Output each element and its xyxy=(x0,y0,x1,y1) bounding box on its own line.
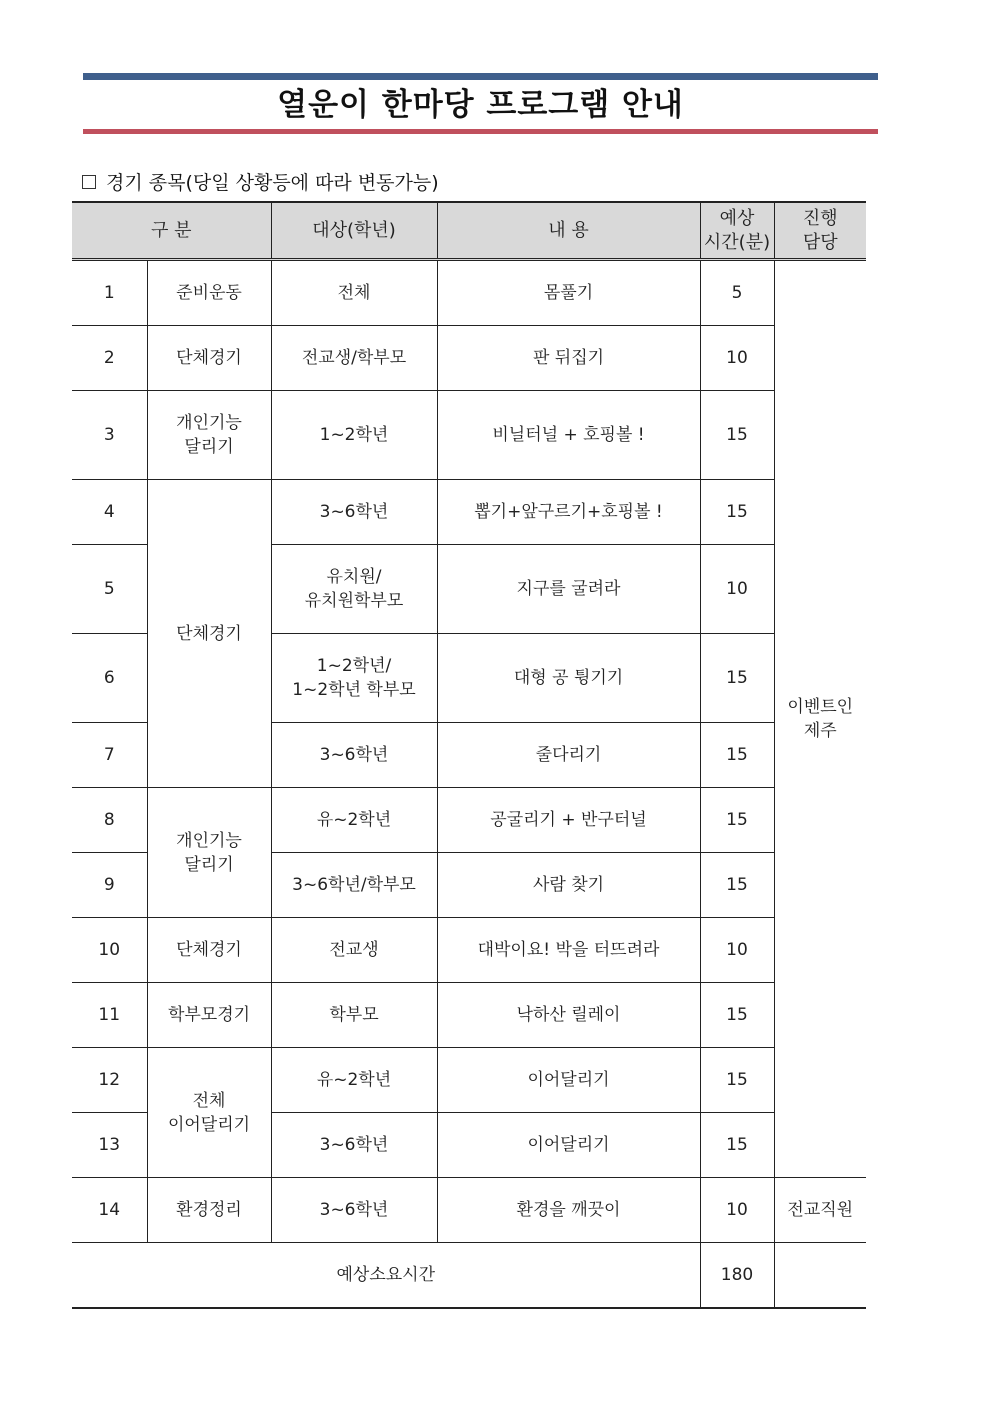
table-row xyxy=(72,918,866,983)
row-target: 3~6학년 xyxy=(271,723,437,788)
row-time: 15 xyxy=(700,723,774,788)
row-content: 줄다리기 xyxy=(437,723,700,788)
row-time: 15 xyxy=(700,1113,774,1178)
row-target: 3~6학년 xyxy=(271,1113,437,1178)
title-bottom-bar xyxy=(83,129,878,134)
row-time: 15 xyxy=(700,788,774,853)
row-time: 10 xyxy=(700,545,774,634)
total-row xyxy=(72,1243,866,1309)
row-time: 15 xyxy=(700,391,774,480)
title-top-bar xyxy=(83,73,878,80)
row-number: 7 xyxy=(72,723,147,788)
table-row xyxy=(72,788,866,853)
table-row xyxy=(72,391,866,480)
row-content: 공굴리기 + 반구터널 xyxy=(437,788,700,853)
row-category: 전체 이어달리기 xyxy=(147,1048,271,1178)
program-table xyxy=(72,201,866,1309)
row-category: 단체경기 xyxy=(147,918,271,983)
row-category: 학부모경기 xyxy=(147,983,271,1048)
row-target: 3~6학년/학부모 xyxy=(271,853,437,918)
total-value: 180 xyxy=(700,1243,774,1309)
row-category: 단체경기 xyxy=(147,326,271,391)
table-row xyxy=(72,260,866,326)
row-number: 8 xyxy=(72,788,147,853)
row-content: 이어달리기 xyxy=(437,1048,700,1113)
section-label: 경기 종목(당일 상황등에 따라 변동가능) xyxy=(106,172,439,194)
row-number: 4 xyxy=(72,480,147,545)
row-target: 전교생 xyxy=(271,918,437,983)
row-target: 학부모 xyxy=(271,983,437,1048)
row-content: 이어달리기 xyxy=(437,1113,700,1178)
row-number: 13 xyxy=(72,1113,147,1178)
row-time: 10 xyxy=(700,326,774,391)
row-content: 비닐터널 + 호핑볼 ! xyxy=(437,391,700,480)
row-time: 10 xyxy=(700,1178,774,1243)
row-target: 유치원/ 유치원학부모 xyxy=(271,545,437,634)
row-target: 유~2학년 xyxy=(271,788,437,853)
row-category: 단체경기 xyxy=(147,480,271,788)
row-target: 전교생/학부모 xyxy=(271,326,437,391)
header-content: 내 용 xyxy=(437,202,700,260)
row-target: 유~2학년 xyxy=(271,1048,437,1113)
header-category: 구 분 xyxy=(72,202,271,260)
row-number: 11 xyxy=(72,983,147,1048)
checkbox-square-icon xyxy=(82,175,96,189)
row-number: 5 xyxy=(72,545,147,634)
page-title: 열운이 한마당 프로그램 안내 xyxy=(277,87,684,123)
row-content: 지구를 굴려라 xyxy=(437,545,700,634)
row-target: 1~2학년/ 1~2학년 학부모 xyxy=(271,634,437,723)
table-row xyxy=(72,480,866,545)
row-target: 3~6학년 xyxy=(271,1178,437,1243)
row-number: 6 xyxy=(72,634,147,723)
row-number: 10 xyxy=(72,918,147,983)
row-content: 몸풀기 xyxy=(437,260,700,326)
row-content: 판 뒤집기 xyxy=(437,326,700,391)
row-time: 15 xyxy=(700,480,774,545)
header-staff: 진행 담당 xyxy=(774,202,866,260)
header-time: 예상 시간(분) xyxy=(700,202,774,260)
total-label: 예상소요시간 xyxy=(72,1243,700,1309)
row-content: 뽑기+앞구르기+호핑볼 ! xyxy=(437,480,700,545)
row-content: 낙하산 릴레이 xyxy=(437,983,700,1048)
row-time: 15 xyxy=(700,853,774,918)
staff-last: 전교직원 xyxy=(774,1178,866,1243)
row-content: 환경을 깨끗이 xyxy=(437,1178,700,1243)
row-time: 15 xyxy=(700,634,774,723)
row-number: 2 xyxy=(72,326,147,391)
section-heading xyxy=(82,168,439,195)
row-category: 개인기능 달리기 xyxy=(147,391,271,480)
row-category: 개인기능 달리기 xyxy=(147,788,271,918)
row-number: 12 xyxy=(72,1048,147,1113)
row-number: 3 xyxy=(72,391,147,480)
staff-main: 이벤트인 제주 xyxy=(774,260,866,1178)
table-row xyxy=(72,1048,866,1113)
row-time: 10 xyxy=(700,918,774,983)
row-content: 대형 공 튕기기 xyxy=(437,634,700,723)
row-content: 사람 찾기 xyxy=(437,853,700,918)
row-time: 15 xyxy=(700,983,774,1048)
table-header-row xyxy=(72,202,866,260)
header-target: 대상(학년) xyxy=(271,202,437,260)
row-category: 준비운동 xyxy=(147,260,271,326)
table-row xyxy=(72,1178,866,1243)
row-target: 3~6학년 xyxy=(271,480,437,545)
row-category: 환경정리 xyxy=(147,1178,271,1243)
row-number: 14 xyxy=(72,1178,147,1243)
row-number: 9 xyxy=(72,853,147,918)
row-content: 대박이요! 박을 터뜨려라 xyxy=(437,918,700,983)
row-target: 1~2학년 xyxy=(271,391,437,480)
row-time: 5 xyxy=(700,260,774,326)
row-number: 1 xyxy=(72,260,147,326)
row-time: 15 xyxy=(700,1048,774,1113)
table-row xyxy=(72,983,866,1048)
row-target: 전체 xyxy=(271,260,437,326)
total-staff-empty xyxy=(774,1243,866,1309)
table-row xyxy=(72,326,866,391)
